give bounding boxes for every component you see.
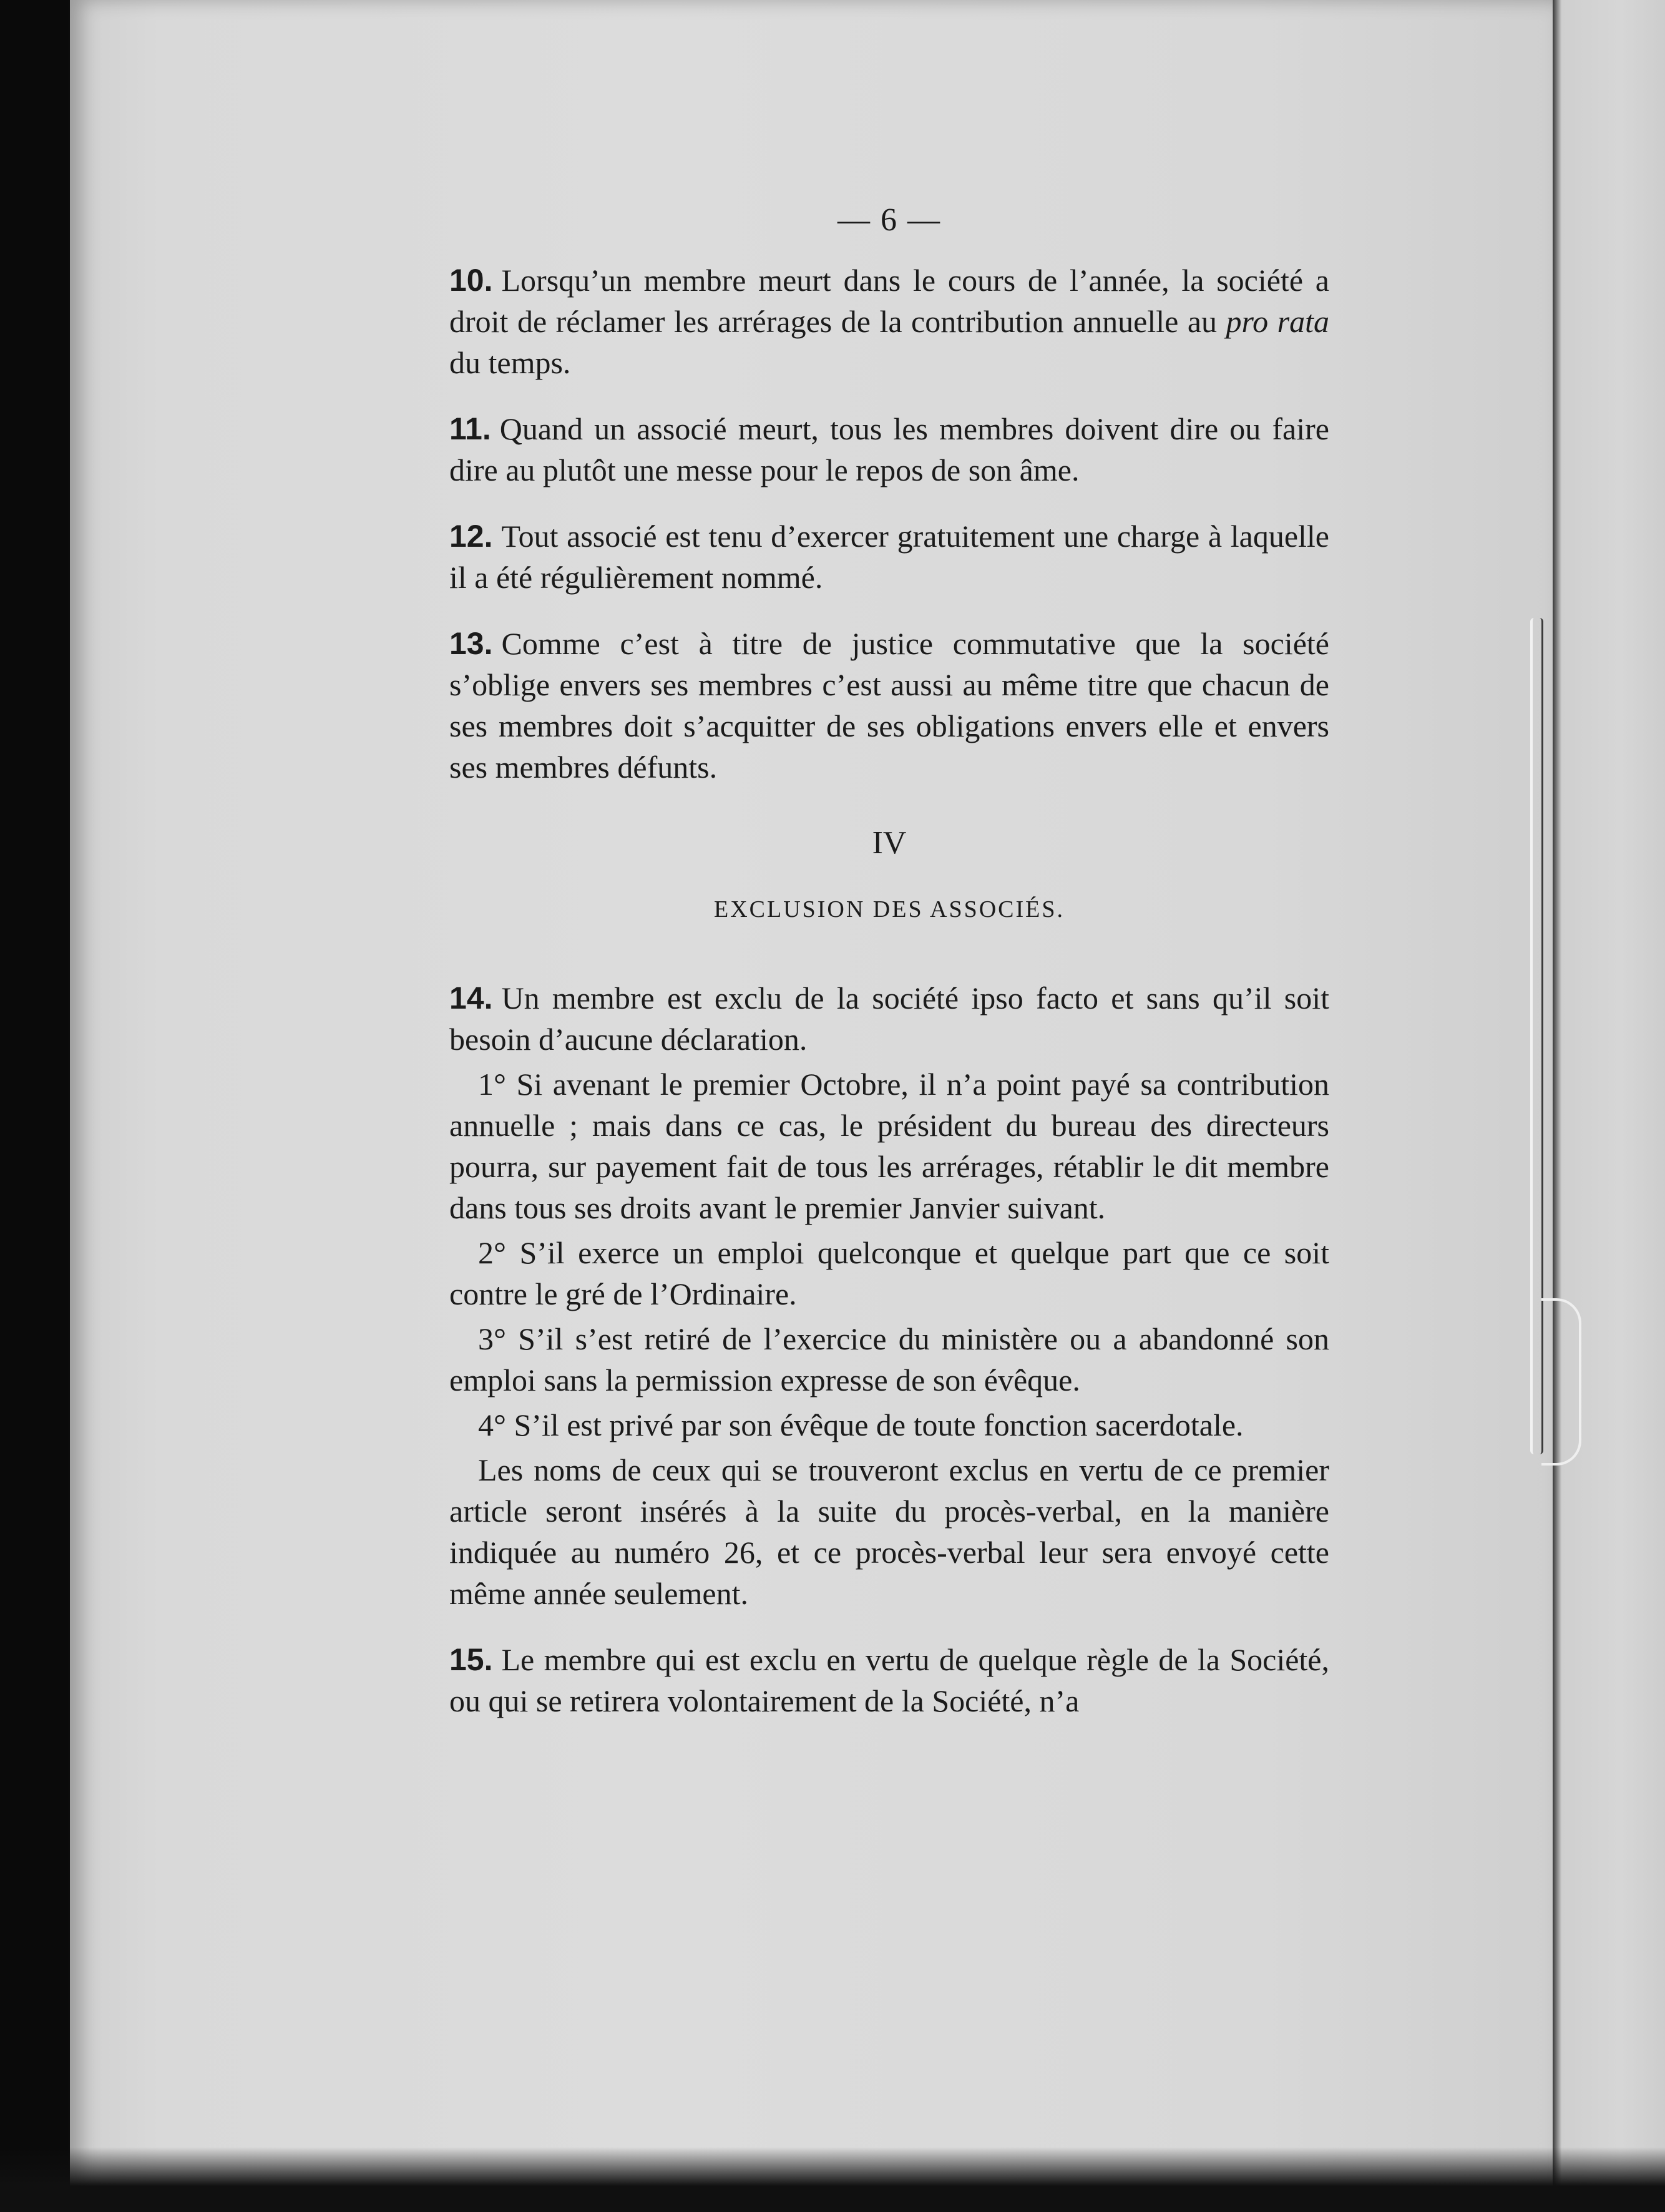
article-14-closing: Les noms de ceux qui se trouveront exclus en vertu de ce premier article seront insérés à la suite du procès-verbal, en la manière indiquée au numéro 26, et ce procès-verbal leur sera envoyé cette même année seulement. (449, 1452, 1329, 1611)
binding-loop (1541, 1298, 1581, 1466)
article-text: Comme c’est à titre de justice commutative que la société s’oblige envers ses membres c’est aussi au même titre que chacun de ses membres doit s’acquitter de ses obligations envers elle et envers ses membres défunts. (449, 626, 1329, 785)
article-number: 15. (449, 1642, 493, 1677)
scan-bottom-shadow (0, 2147, 1665, 2212)
article-text-italic: pro rata (1226, 304, 1329, 339)
article-number: 12. (449, 519, 493, 554)
article-number: 11. (449, 411, 491, 446)
article-number: 10. (449, 263, 493, 298)
article-11 (449, 408, 1329, 491)
scan-edge-left (0, 0, 69, 2212)
article-14-item-2: 2° S’il exerce un emploi quelconque et quelque part que ce soit contre le gré de l’Ordinaire. (449, 1235, 1329, 1311)
article-text: Le membre qui est exclu en vertu de quelque règle de la Société, ou qui se retirera volontairement de la Société, n’a (449, 1642, 1329, 1718)
article-text: Un membre est exclu de la société ipso facto et sans qu’il soit besoin d’aucune déclaration. (449, 981, 1329, 1057)
article-14-item-3: 3° S’il s’est retiré de l’exercice du ministère ou a abandonné son emploi sans la permission expresse de son évêque. (449, 1321, 1329, 1397)
article-number: 14. (449, 981, 493, 1015)
article-text: Lorsqu’un membre meurt dans le cours de l’année, la société a droit de réclamer les arrérages de la contribution annuelle au (449, 263, 1329, 339)
section-title: EXCLUSION DES ASSOCIÉS. (713, 896, 1065, 922)
article-10 (449, 260, 1329, 383)
article-text: du temps. (449, 345, 571, 380)
document-body (449, 200, 1329, 1746)
binding-strip (1553, 0, 1665, 2212)
article-text: Tout associé est tenu d’exercer gratuitement une charge à laquelle il a été régulièrement nommé. (449, 519, 1329, 595)
section-numeral: IV (872, 825, 907, 861)
page-number: — 6 — (837, 202, 941, 238)
article-number: 13. (449, 626, 493, 661)
article-14-intro (449, 977, 1329, 1060)
article-text: Quand un associé meurt, tous les membres doivent dire ou faire dire au plutôt une messe pour le repos de son âme. (449, 411, 1329, 487)
article-15 (449, 1639, 1329, 1721)
article-13 (449, 623, 1329, 788)
article-14-item-1: 1° Si avenant le premier Octobre, il n’a point payé sa contribution annuelle ; mais dans ce cas, le président du bureau des directeurs pourra, sur payement fait de tous les arrérages, rétablir le dit membre dans tous ses droits avant le premier Janvier suivant. (449, 1067, 1329, 1225)
article-12 (449, 516, 1329, 598)
article-14-item-4: 4° S’il est privé par son évêque de toute fonction sacerdotale. (478, 1407, 1244, 1442)
